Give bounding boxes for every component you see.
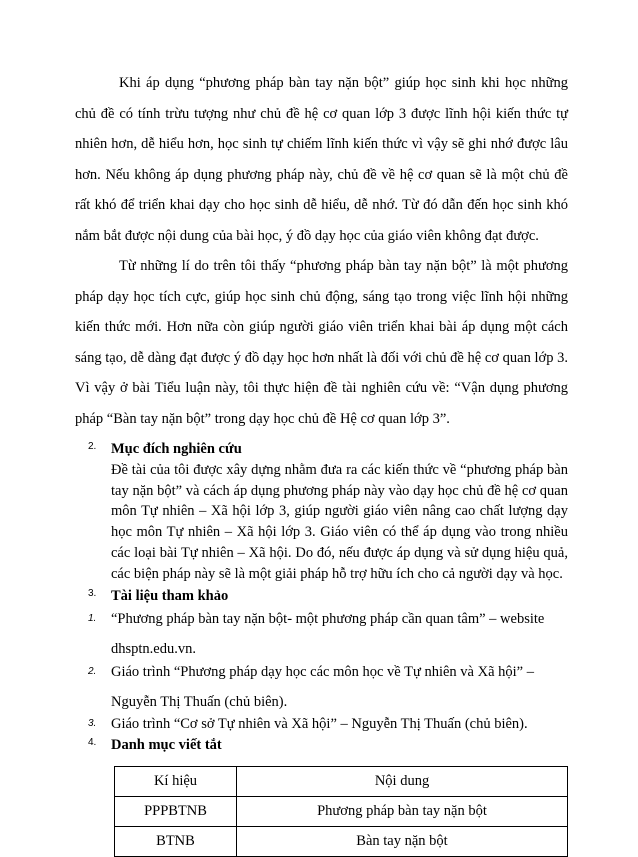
reference-text: Giáo trình “Phương pháp dạy học các môn học về Tự nhiên và Xã hội” – (111, 664, 534, 681)
reference-number: 3. (88, 718, 97, 730)
section-title: Danh mục viết tắt (111, 737, 222, 754)
reference-text: Giáo trình “Cơ sở Tự nhiên và Xã hội” – Nguyễn Thị Thuấn (chủ biên). (111, 716, 528, 733)
section-body: Đề tài của tôi được xây dựng nhằm đưa ra các kiến thức về “phương pháp bàn tay nặn bột” và cách áp dụng phương pháp này vào dạy học chủ đề hệ cơ quan môn Tự nhiên – Xã hội lớp 3, giúp người giáo viên nâng cao chất lượng dạy học môn Tự nhiên – Xã hội lớp 3. Giáo viên có thể áp dụng vào trong nhiều các loại bài Tự nhiên – Xã hội. Do đó, nếu được áp dụng và sử dụng hiệu quả, các biện pháp này sẽ là một giải pháp hỗ trợ hữu ích cho cả người dạy và học. (111, 462, 568, 582)
document-page (75, 68, 568, 857)
reference-text-continued: Nguyễn Thị Thuấn (chủ biên). (111, 694, 288, 711)
section-abbreviations (88, 735, 568, 857)
reference-text: “Phương pháp bàn tay nặn bột- một phương pháp cần quan tâm” – website (111, 611, 545, 628)
table-cell: BTNB (115, 827, 237, 857)
section-research-purpose (88, 439, 568, 584)
table-header-cell: Nội dung (237, 767, 568, 797)
reference-item (88, 662, 568, 712)
section-number: 4. (88, 737, 97, 749)
reference-item (88, 714, 568, 734)
reference-number: 2. (88, 666, 97, 678)
table-cell: Phương pháp bàn tay nặn bột (237, 797, 568, 827)
section-number: 3. (88, 588, 97, 600)
section-title: Tài liệu tham khảo (111, 588, 229, 605)
reference-list (88, 609, 568, 734)
section-title: Mục đích nghiên cứu (111, 441, 242, 457)
reference-text-continued: dhsptn.edu.vn. (111, 641, 196, 658)
section-references (88, 586, 568, 734)
abbreviation-table (114, 766, 568, 857)
intro-paragraph-2: Từ những lí do trên tôi thấy “phương pháp bàn tay nặn bột” là một phương pháp dạy học tích cực, giúp học sinh chủ động, sáng tạo trong việc lĩnh hội những kiến thức mới. Hơn nữa còn giúp người giáo viên triển khai bài áp dụng một cách sáng tạo, dễ dàng đạt được ý đồ dạy học hơn nhất là đối với chủ đề hệ cơ quan lớp 3. Vì vậy ở bài Tiểu luận này, tôi thực hiện đề tài nghiên cứu về: “Vận dụng phương pháp “Bàn tay nặn bột” trong dạy học chủ đề Hệ cơ quan lớp 3”. (75, 258, 568, 427)
section-number: 2. (88, 441, 97, 452)
table-cell: PPPBTNB (115, 797, 237, 827)
intro-paragraph-1: Khi áp dụng “phương pháp bàn tay nặn bột” giúp học sinh khi học những chủ đề có tính trừu tượng như chủ đề hệ cơ quan lớp 3 được lĩnh hội kiến thức tự nhiên hơn, dễ hiểu hơn, học sinh tự chiếm lĩnh kiến thức vì vậy sẽ ghi nhớ được lâu hơn. Nếu không áp dụng phương pháp này, chủ đề về hệ cơ quan sẽ là một chủ đề rất khó để triển khai dạy cho học sinh dễ hiểu, dễ nhớ. Từ đó dẫn đến học sinh khó nắm bắt được nội dung của bài học, ý đồ dạy học của giáo viên không đạt được. (75, 75, 568, 244)
table-header-row (115, 767, 568, 797)
table-row (115, 797, 568, 827)
table-row (115, 827, 568, 857)
table-header-cell: Kí hiệu (115, 767, 237, 797)
table-cell: Bàn tay nặn bột (237, 827, 568, 857)
reference-item (88, 609, 568, 659)
reference-number: 1. (88, 613, 97, 625)
